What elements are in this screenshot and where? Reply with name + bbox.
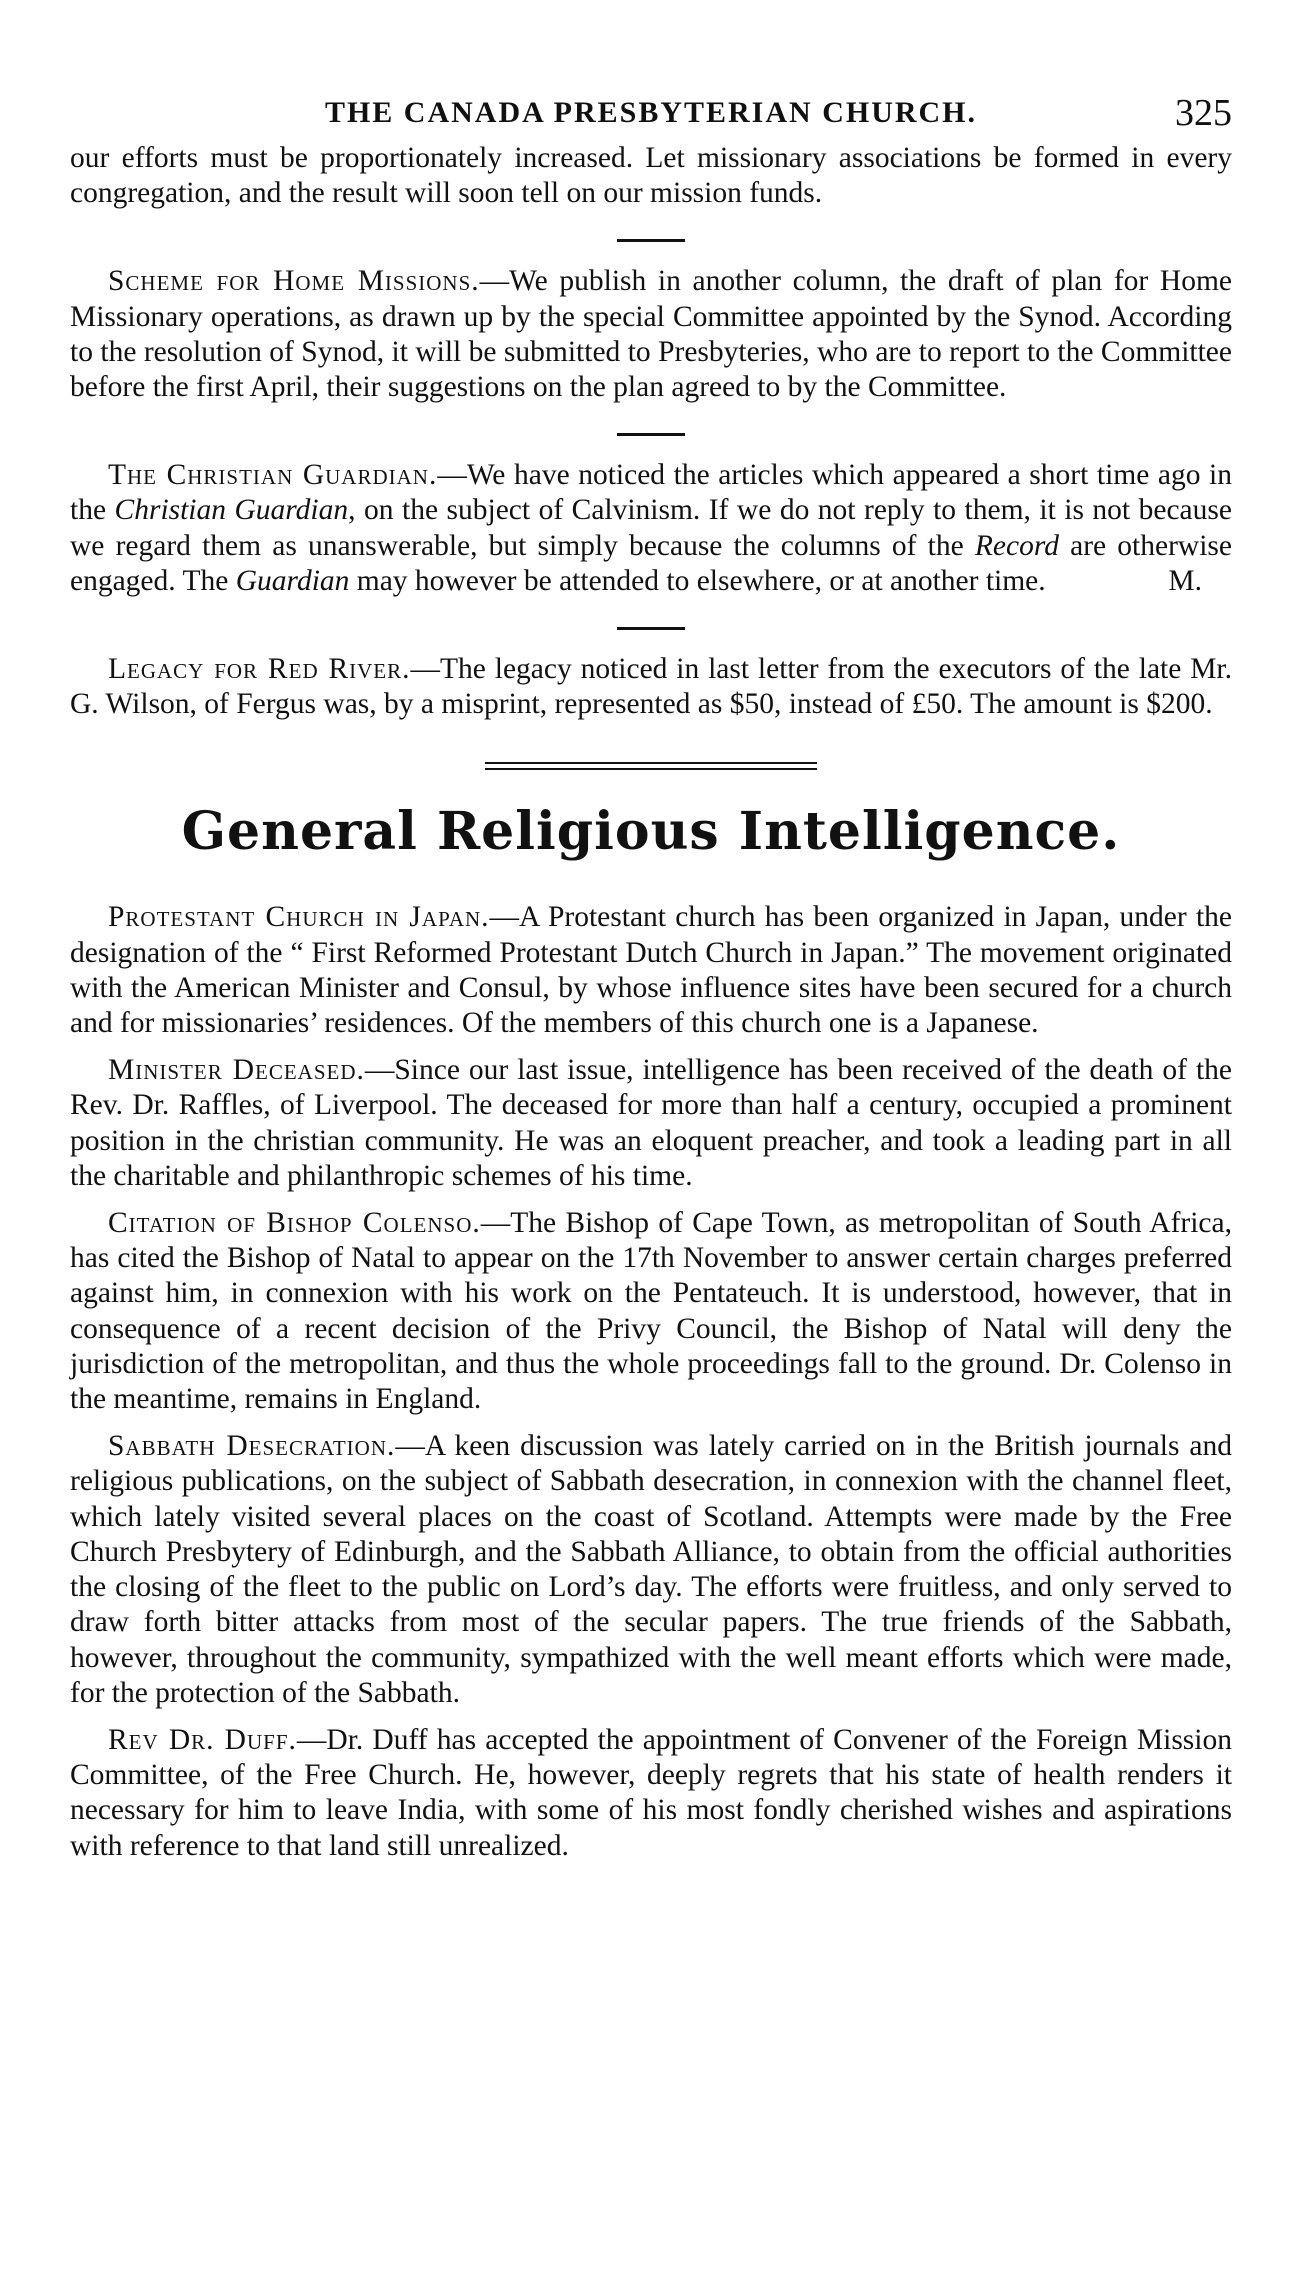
item-heading: Sabbath Desecration. <box>108 1430 396 1463</box>
running-title: THE CANADA PRESBYTERIAN CHURCH. <box>324 96 978 129</box>
item-heading: Scheme for Home Missions. <box>108 265 480 298</box>
section-heading: General Religious Intelligence. <box>181 801 1121 863</box>
item-heading: Minister Deceased. <box>108 1054 365 1087</box>
item-body: —The Bishop of Cape Town, as metropolitan of South Africa, has cited the Bishop of Natal to appear on the 17th November to answer certain charges preferred against him, in connexion with his work on the Pentateuch. It is understood, however, that in consequence of a recent decision of the Privy Council, the Bishop of Natal will deny the jurisdiction of the metropolitan, and thus the whole proceedings fall to the ground. Dr. Colenso in the meantime, remains in England. <box>70 1207 1232 1416</box>
intro-paragraph <box>70 141 1232 211</box>
news-japan-church <box>70 900 1232 1041</box>
item-body: —A Protestant church has been organized in Japan, under the designation of the “ First Reformed Protestant Dutch Church in Japan.” The movement originated with the American Minister and Consul, by whose influence sites have been secured for a church and for missionaries’ residences. Of the members of this church one is a Japanese. <box>70 901 1232 1040</box>
page-number: 325 <box>1175 92 1232 134</box>
divider-rule <box>617 239 685 242</box>
spacer <box>70 1417 1232 1429</box>
news-sabbath-desecration <box>70 1429 1232 1711</box>
item-italic-title: Guardian <box>235 564 350 597</box>
item-body-part: may however be attended to elsewhere, or at another time. <box>349 564 1046 597</box>
item-body-part: , on the subject of Calvinism. If we do not reply to them, it is not because we regard them as unanswerable, but simply because the columns of the <box>70 494 1232 562</box>
rule-line <box>485 768 817 774</box>
news-dr-duff <box>70 1723 1232 1864</box>
item-body-part: are otherwise engaged. The <box>70 529 1232 597</box>
item-body: —The legacy noticed in last letter from the executors of the late Mr. G. Wilson, of Fergus was, by a misprint, represented as $50, instead of £50. The amount is $200. <box>70 653 1232 721</box>
item-heading: Protestant Church in Japan. <box>108 901 490 934</box>
divider-rule <box>617 433 685 436</box>
item-heading: Citation of Bishop Colenso. <box>108 1207 481 1240</box>
item-legacy-red-river <box>70 652 1232 722</box>
item-body: —A keen discussion was lately carried on in the British journals and religious publications, on the subject of Sabbath desecration, in connexion with the channel fleet, which lately visited several places on the coast of Scotland. Attempts were made by the Free Church Presbytery of Edinburgh, and the Sabbath Alliance, to obtain from the official authorities the closing of the fleet to the public on Lord’s day. The efforts were fruitless, and only served to draw forth bitter attacks from most of the secular papers. The true friends of the Sabbath, however, throughout the community, sympathized with the well meant efforts which were made, for the protection of the Sabbath. <box>70 1430 1232 1709</box>
item-italic-title: Record <box>974 529 1059 562</box>
spacer <box>70 1194 1232 1206</box>
item-home-missions <box>70 264 1232 405</box>
item-italic-title: Christian Guardian <box>114 494 349 527</box>
news-bishop-colenso <box>70 1206 1232 1417</box>
item-body-part: —We have noticed the articles which appeared a short time ago in the <box>70 459 1232 527</box>
signature: M. <box>1168 564 1202 597</box>
page <box>70 85 1232 1864</box>
item-heading: Rev Dr. Duff. <box>108 1723 297 1756</box>
spacer <box>70 1711 1232 1723</box>
running-head <box>70 85 1232 141</box>
item-heading: Legacy for Red River. <box>108 653 411 686</box>
spacer <box>70 1041 1232 1053</box>
intro-text: our efforts must be proportionately increased. Let missionary associations be formed in every congregation, and the result will soon tell on our mission funds. <box>70 142 1232 210</box>
divider-rule <box>617 627 685 630</box>
item-christian-guardian <box>70 458 1232 599</box>
item-body: —Since our last issue, intelligence has been received of the death of the Rev. Dr. Raffles, of Liverpool. The deceased for more than half a century, occupied a prominent position in the christian community. He was an eloquent preacher, and took a leading part in all the charitable and philanthropic schemes of his time. <box>70 1054 1232 1192</box>
section-double-rule <box>485 762 817 774</box>
item-heading: The Christian Guardian. <box>108 459 438 492</box>
item-body: —We publish in another column, the draft of plan for Home Missionary operations, as drawn up by the special Committee appointed by the Synod. According to the resolution of Synod, it will be submitted to Presbyteries, who are to report to the Committee before the first April, their suggestions on the plan agreed to by the Committee. <box>70 265 1232 404</box>
news-minister-deceased <box>70 1053 1232 1194</box>
item-body: —Dr. Duff has accepted the appointment of Convener of the Foreign Mission Committee, of the Free Church. He, however, deeply regrets that his state of health renders it necessary for him to leave India, with some of his most fondly cherished wishes and aspirations with reference to that land still unrealized. <box>70 1723 1232 1862</box>
